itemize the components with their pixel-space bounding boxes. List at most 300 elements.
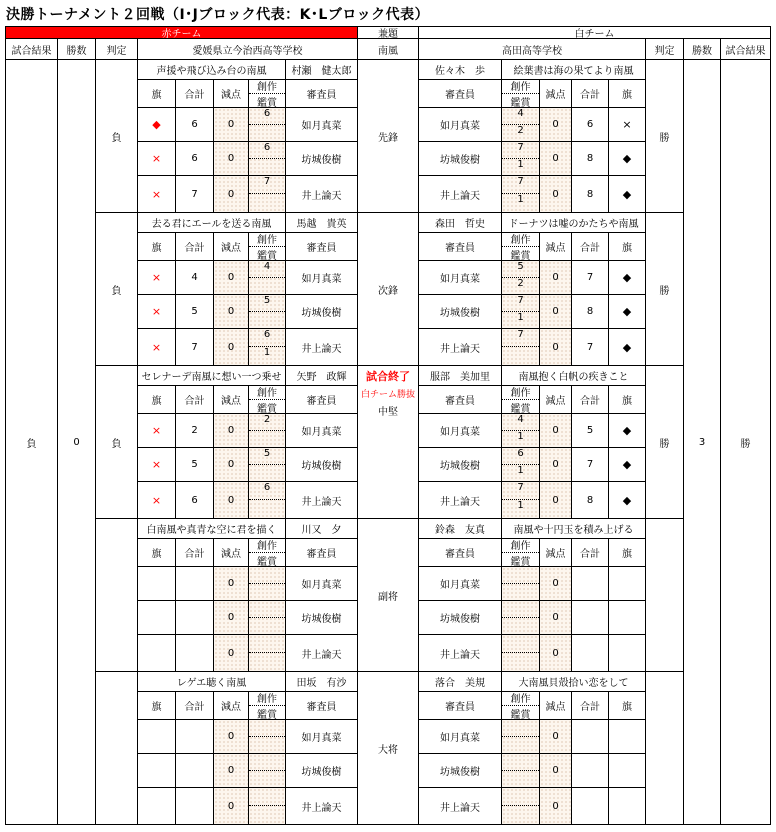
right-creation-score: 7 [502,482,539,500]
left-deduct-score: 0 [213,600,249,635]
right-appreciation-score [502,737,539,754]
left-flag-mark: × [137,260,176,295]
left-appreciation-score [249,771,285,788]
right-player-name: 服部 美加里 [418,365,502,386]
left-score-split [248,175,286,213]
right-player-name: 佐々木 歩 [418,59,502,80]
right-judge-name: 坊城俊樹 [418,447,502,482]
right-total-score: 5 [571,413,609,448]
left-col-creation: 創作 [249,691,285,706]
left-col-flag: 旗 [137,79,176,108]
right-col-appreciation: 鑑賞 [510,404,531,414]
left-deduct-score: 0 [213,447,249,482]
left-judge-name: 坊城俊樹 [285,753,358,788]
right-judge-name: 如月真菜 [418,719,502,754]
right-haiku: 南風抱く白帆の疾きこと [501,365,646,386]
left-col-appreciation: 鑑賞 [257,98,277,108]
left-flag-mark: × [137,294,176,329]
left-flag-mark [137,600,176,635]
right-score-split [501,328,540,366]
left-total-score: 6 [175,141,214,176]
left-col-total: 合計 [175,691,214,720]
right-total-score: 7 [571,447,609,482]
right-score-split [501,413,540,448]
bout-position [357,212,419,366]
right-bout-judge: 勝 [645,365,684,519]
right-creation-score: 4 [502,414,539,431]
left-appreciation-score [249,194,285,212]
left-col-score [248,691,286,720]
right-deduct-score: 0 [539,753,572,788]
left-judge-name: 井上論天 [285,175,358,213]
left-judge-name: 坊城俊樹 [285,447,358,482]
right-appreciation-score: 1 [517,311,524,323]
right-judge-name: 坊城俊樹 [418,141,502,176]
left-player-name: 村瀬 健太郎 [285,59,358,80]
left-col-total: 合計 [175,385,214,414]
left-col-creation: 創作 [249,538,285,553]
right-col-deduct: 減点 [539,691,572,720]
left-judge-name: 如月真菜 [285,260,358,295]
right-appreciation-score: 1 [517,430,524,442]
right-col-judges: 審査員 [418,691,502,720]
right-col-appreciation: 鑑賞 [510,98,531,108]
bout-position-label: 副将 [378,591,398,603]
left-col-flag: 旗 [137,385,176,414]
left-flag-mark [137,787,176,825]
left-col-creation: 創作 [249,79,285,94]
right-flag-mark: ◆ [608,328,646,366]
left-total-score [175,787,214,825]
left-appreciation-score [249,465,285,482]
right-player-name: 落合 美規 [418,671,502,692]
right-player-name: 鈴森 友真 [418,518,502,539]
left-total-score: 7 [175,175,214,213]
right-flag-mark [608,787,646,825]
left-haiku: 去る君にエールを送る南風 [137,212,286,233]
page-title: 決勝トーナメント２回戦（I･Jブロック代表：K･Lブロック代表） [6,7,430,23]
left-total-score [175,753,214,788]
right-col-flag: 旗 [608,79,646,108]
right-flag-mark: ◆ [608,447,646,482]
right-col-flag: 旗 [608,691,646,720]
right-flag-mark [608,753,646,788]
left-deduct-score: 0 [213,566,249,601]
left-creation-score: 6 [249,142,285,159]
left-appreciation-score: 1 [263,347,271,358]
right-col-deduct: 減点 [539,538,572,567]
right-flag-mark: × [608,107,646,142]
left-score-split [248,787,286,825]
right-school: 高田高等学校 [418,38,646,60]
left-col-deduct: 減点 [213,691,249,720]
right-deduct-score: 0 [539,175,572,213]
col-result: 試合結果 [5,38,58,60]
left-deduct-score: 0 [213,634,249,672]
right-deduct-score: 0 [539,447,572,482]
right-col-judges: 審査員 [418,385,502,414]
left-score-split [248,328,286,366]
right-col-appreciation: 鑑賞 [510,251,531,261]
bout-position-label: 中堅 [378,407,398,418]
left-col-flag: 旗 [137,538,176,567]
right-judge-name: 如月真菜 [418,413,502,448]
left-col-creation: 創作 [249,385,285,400]
left-flag-mark: × [137,328,176,366]
left-appreciation-score [249,125,285,142]
left-haiku: レゲエ聴く南風 [137,671,286,692]
right-creation-score [502,754,539,771]
left-bout-judge: 負 [95,59,138,213]
left-deduct-score: 0 [213,719,249,754]
right-win-count: 3 [683,59,721,825]
right-judge-name: 如月真菜 [418,107,502,142]
right-score-split [501,719,540,754]
right-judge-name: 坊城俊樹 [418,600,502,635]
right-creation-score: 5 [502,261,539,278]
left-judge-name: 井上論天 [285,634,358,672]
right-haiku: 絵葉書は海の果てより南風 [501,59,646,80]
right-creation-score [502,788,539,806]
col-result-right: 試合結果 [720,38,771,60]
right-deduct-score: 0 [539,634,572,672]
left-creation-score: 6 [249,329,285,347]
left-player-name: 川又 夕 [285,518,358,539]
left-bout-judge [95,518,138,672]
left-deduct-score: 0 [213,328,249,366]
left-judge-name: 如月真菜 [285,566,358,601]
right-score-split [501,787,540,825]
left-deduct-score: 0 [213,175,249,213]
right-total-score [571,600,609,635]
left-score-split [248,294,286,329]
right-appreciation-score: 2 [517,277,524,289]
left-creation-score: 6 [249,482,285,500]
right-deduct-score: 0 [539,141,572,176]
left-judge-name: 井上論天 [285,328,358,366]
right-appreciation-score: 2 [517,124,524,136]
left-judge-name: 如月真菜 [285,413,358,448]
right-total-score: 8 [571,175,609,213]
right-haiku: 南風や十円玉を積み上げる [501,518,646,539]
right-judge-name: 井上論天 [418,481,502,519]
left-judge-name: 井上論天 [285,481,358,519]
right-appreciation-score [502,653,539,671]
right-deduct-score: 0 [539,600,572,635]
left-appreciation-score [249,312,285,329]
left-total-score: 5 [175,294,214,329]
right-col-total: 合計 [571,691,609,720]
left-deduct-score: 0 [213,260,249,295]
right-score-split [501,141,540,176]
left-deduct-score: 0 [213,753,249,788]
left-deduct-score: 0 [213,481,249,519]
left-flag-mark [137,634,176,672]
right-col-creation: 創作 [502,538,539,553]
right-col-creation: 創作 [502,232,539,247]
right-col-total: 合計 [571,79,609,108]
left-col-creation: 創作 [249,232,285,247]
right-haiku: ドーナツは嘘のかたちや南風 [501,212,646,233]
right-bout-judge [645,671,684,825]
right-judge-name: 井上論天 [418,175,502,213]
left-creation-score [249,567,285,584]
right-deduct-score: 0 [539,566,572,601]
left-flag-mark: × [137,481,176,519]
left-deduct-score: 0 [213,107,249,142]
right-col-creation: 創作 [502,79,539,94]
left-creation-score [249,754,285,771]
right-creation-score: 7 [502,142,539,159]
right-appreciation-score [502,347,539,365]
theme-header: 兼題 [357,26,419,39]
left-judge-name: 坊城俊樹 [285,141,358,176]
left-col-judges: 審査員 [285,385,358,414]
left-total-score: 5 [175,447,214,482]
right-bout-judge: 勝 [645,59,684,213]
right-score-split [501,566,540,601]
right-total-score: 8 [571,141,609,176]
left-creation-score [249,601,285,618]
right-score-split [501,107,540,142]
bout-position [357,518,419,672]
left-col-appreciation: 鑑賞 [257,404,277,414]
right-flag-mark [608,566,646,601]
right-total-score [571,787,609,825]
bout-position [357,671,419,825]
right-appreciation-score: 1 [517,158,524,170]
right-creation-score: 7 [502,329,539,347]
left-col-deduct: 減点 [213,385,249,414]
left-appreciation-score [249,653,285,671]
left-judge-name: 井上論天 [285,787,358,825]
right-creation-score: 7 [502,295,539,312]
left-haiku: セレナーデ南風に想い一つ乗せ [137,365,286,386]
left-col-score [248,79,286,108]
left-flag-mark: × [137,413,176,448]
right-deduct-score: 0 [539,719,572,754]
right-creation-score [502,720,539,737]
right-col-total: 合計 [571,538,609,567]
right-score-split [501,175,540,213]
right-col-appreciation: 鑑賞 [510,557,531,567]
left-total-score [175,566,214,601]
right-score-split [501,481,540,519]
right-flag-mark: ◆ [608,413,646,448]
left-col-judges: 審査員 [285,232,358,261]
right-col-deduct: 減点 [539,232,572,261]
left-total-score [175,600,214,635]
right-total-score [571,634,609,672]
left-col-score [248,538,286,567]
left-col-deduct: 減点 [213,79,249,108]
left-flag-mark [137,566,176,601]
right-bout-judge: 勝 [645,212,684,366]
right-flag-mark [608,719,646,754]
right-judge-name: 坊城俊樹 [418,294,502,329]
red-team-header: 赤チーム [5,26,358,39]
right-col-appreciation: 鑑賞 [510,710,531,720]
right-flag-mark: ◆ [608,175,646,213]
right-score-split [501,260,540,295]
left-col-flag: 旗 [137,691,176,720]
right-appreciation-score [502,806,539,824]
left-appreciation-score [249,159,285,176]
left-col-total: 合計 [175,538,214,567]
right-total-score [571,753,609,788]
right-flag-mark [608,600,646,635]
right-deduct-score: 0 [539,294,572,329]
right-creation-score [502,601,539,618]
left-bout-judge: 負 [95,212,138,366]
left-total-score: 7 [175,328,214,366]
right-col-creation: 創作 [502,691,539,706]
right-col-flag: 旗 [608,232,646,261]
left-flag-mark [137,753,176,788]
col-wins-right: 勝数 [683,38,721,60]
left-col-judges: 審査員 [285,79,358,108]
white-team-header: 白チーム [418,26,771,39]
match-ended-label: 試合終了 [366,370,410,383]
left-col-score [248,232,286,261]
left-player-name: 矢野 政輝 [285,365,358,386]
right-deduct-score: 0 [539,481,572,519]
right-haiku: 大南風貝殻拾い恋をして [501,671,646,692]
right-deduct-score: 0 [539,787,572,825]
right-total-score: 7 [571,260,609,295]
left-creation-score: 5 [249,295,285,312]
left-col-appreciation: 鑑賞 [257,251,277,261]
right-flag-mark: ◆ [608,141,646,176]
right-score-split [501,634,540,672]
right-col-score [501,232,540,261]
left-flag-mark: ◆ [137,107,176,142]
left-flag-mark [137,719,176,754]
right-score-split [501,600,540,635]
left-haiku: 声援や飛び込み台の南風 [137,59,286,80]
bout-position-label: 大将 [378,744,398,756]
bout-position-label: 次鋒 [378,285,398,297]
left-col-appreciation: 鑑賞 [257,710,277,720]
left-col-flag: 旗 [137,232,176,261]
left-score-split [248,260,286,295]
right-bout-judge [645,518,684,672]
left-score-split [248,566,286,601]
left-score-split [248,481,286,519]
left-haiku: 白南風や真青な空に君を描く [137,518,286,539]
left-col-deduct: 減点 [213,538,249,567]
right-col-judges: 審査員 [418,232,502,261]
left-score-split [248,753,286,788]
right-appreciation-score: 1 [517,194,524,205]
right-col-deduct: 減点 [539,385,572,414]
right-col-score [501,79,540,108]
col-judge-right: 判定 [645,38,684,60]
left-total-score: 2 [175,413,214,448]
right-col-score [501,385,540,414]
left-player-name: 馬越 貴英 [285,212,358,233]
left-score-split [248,447,286,482]
left-flag-mark: × [137,141,176,176]
bout-position [357,365,419,519]
right-judge-name: 井上論天 [418,787,502,825]
left-deduct-score: 0 [213,294,249,329]
left-col-score [248,385,286,414]
right-col-deduct: 減点 [539,79,572,108]
left-deduct-score: 0 [213,141,249,176]
left-score-split [248,600,286,635]
score-table [5,26,770,826]
left-appreciation-score [249,278,285,295]
right-creation-score: 7 [502,176,539,194]
left-judge-name: 如月真菜 [285,719,358,754]
left-total-score [175,719,214,754]
left-creation-score: 5 [249,448,285,465]
right-judge-name: 如月真菜 [418,566,502,601]
left-appreciation-score [249,618,285,635]
right-player-name: 森田 哲史 [418,212,502,233]
right-total-score: 7 [571,328,609,366]
left-creation-score [249,635,285,653]
right-creation-score [502,567,539,584]
left-col-appreciation: 鑑賞 [257,557,277,567]
left-win-count: 0 [57,59,96,825]
right-creation-score: 4 [502,108,539,125]
right-appreciation-score [502,771,539,788]
right-deduct-score: 0 [539,413,572,448]
right-score-split [501,447,540,482]
left-total-score: 6 [175,481,214,519]
right-total-score: 8 [571,294,609,329]
right-col-score [501,691,540,720]
left-appreciation-score [249,584,285,601]
left-judge-name: 坊城俊樹 [285,600,358,635]
left-flag-mark: × [137,175,176,213]
right-flag-mark [608,634,646,672]
right-judge-name: 坊城俊樹 [418,753,502,788]
left-score-split [248,141,286,176]
left-creation-score: 2 [249,414,285,431]
left-creation-score: 4 [249,261,285,278]
left-creation-score: 6 [249,108,285,125]
left-appreciation-score [249,500,285,518]
left-col-judges: 審査員 [285,691,358,720]
right-col-judges: 審査員 [418,538,502,567]
left-match-result: 負 [5,59,58,825]
right-judge-name: 井上論天 [418,328,502,366]
right-col-total: 合計 [571,232,609,261]
left-creation-score: 7 [249,176,285,194]
left-score-split [248,719,286,754]
right-total-score [571,566,609,601]
col-judge: 判定 [95,38,138,60]
right-flag-mark: ◆ [608,481,646,519]
right-flag-mark: ◆ [608,260,646,295]
left-judge-name: 如月真菜 [285,107,358,142]
right-judge-name: 如月真菜 [418,260,502,295]
right-judge-name: 井上論天 [418,634,502,672]
right-creation-score: 6 [502,448,539,465]
right-appreciation-score: 1 [517,464,524,476]
left-bout-judge: 負 [95,365,138,519]
right-deduct-score: 0 [539,260,572,295]
left-total-score: 6 [175,107,214,142]
left-col-deduct: 減点 [213,232,249,261]
bout-position-label: 先鋒 [378,132,398,144]
right-score-split [501,294,540,329]
right-flag-mark: ◆ [608,294,646,329]
left-col-total: 合計 [175,79,214,108]
